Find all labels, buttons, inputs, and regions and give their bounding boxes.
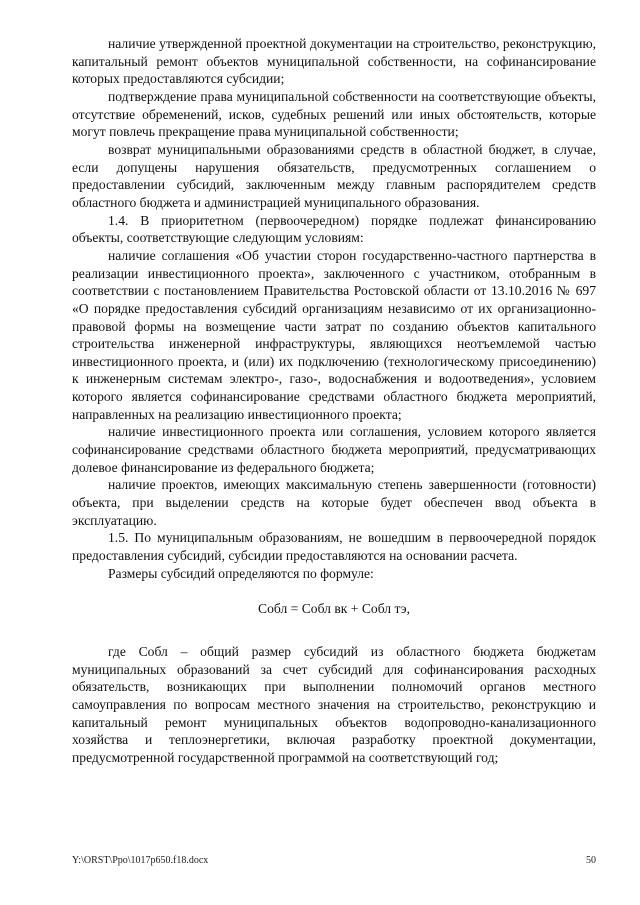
paragraph: наличие соглашения «Об участии сторон государственно-частного партнерства в реализации инвестиционного проекта», заключенного с участником, отобранным в соответствии с постановлением Правительства Ростовской области от 13.10.2016 № 697 «О порядке предоставления субсидий организациям независимо от их организационно-правовой формы на возмещение части затрат по созданию объектов капитального строительства инженерной инфраструктуры, являющихся неотъемлемой частью инвестиционного проекта, и (или) их подключению (технологическому присоединению) к инженерным системам электро-, газо-, водоснабжения и водоотведения», условием которого является софинансирование средствами областного бюджета мероприятий, направленных на реализацию инвестиционного проекта; bbox=[72, 247, 596, 422]
paragraph: 1.4. В приоритетном (первоочередном) порядке подлежат финансированию объекты, соответствующие следующим условиям: bbox=[72, 212, 596, 246]
paragraph: подтверждение права муниципальной собственности на соответствующие объекты, отсутствие обременений, исков, судебных решений или иных обстоятельств, которые могут повлечь прекращение права муниципальной собственности; bbox=[72, 88, 596, 140]
paragraph: где Собл – общий размер субсидий из областного бюджета бюджетам муниципальных образований за счет субсидий для софинансирования расходных обязательств, возникающих при выполнении полномочий органов местного самоуправления по вопросам местного значения на строительство, реконструкцию и капитальный ремонт муниципальных объектов водопроводно-канализационного хозяйства и теплоэнергетики, включая разработку проектной документации, предусмотренной государственной программой на соответствующий год; bbox=[72, 644, 596, 765]
paragraph: 1.5. По муниципальным образованиям, не вошедшим в первоочередной порядок предоставления субсидий, субсидии предоставляются на основании расчета. bbox=[72, 530, 596, 564]
paragraph: наличие проектов, имеющих максимальную степень завершенности (готовности) объекта, при выделении средств на которые будет обеспечен ввод объекта в эксплуатацию. bbox=[72, 477, 596, 528]
paragraph: наличие утвержденной проектной документации на строительство, реконструкцию, капитальный ремонт объектов муниципальной собственности, на софинансирование которых предоставляются субсидии; bbox=[72, 36, 596, 87]
document-body bbox=[72, 35, 596, 767]
paragraph: возврат муниципальными образованиями средств в областной бюджет, в случае, если допущены нарушения обязательств, предусмотренных соглашением о предоставлении субсидий, заключенным между главным распорядителем средств областного бюджета и администрацией муниципального образования. bbox=[72, 141, 596, 210]
file-path: Y:\ORST\Ppo\1017p650.f18.docx bbox=[72, 855, 209, 866]
paragraph: Размеры субсидий определяются по формуле: bbox=[108, 565, 374, 581]
paragraph: наличие инвестиционного проекта или соглашения, условием которого является софинансирование средствами областного бюджета мероприятий, предусматривающих долевое финансирование из федерального бюджета; bbox=[72, 424, 596, 475]
page-number: 50 bbox=[586, 855, 596, 866]
formula: Собл = Собл вк + Собл тэ, bbox=[258, 601, 410, 617]
